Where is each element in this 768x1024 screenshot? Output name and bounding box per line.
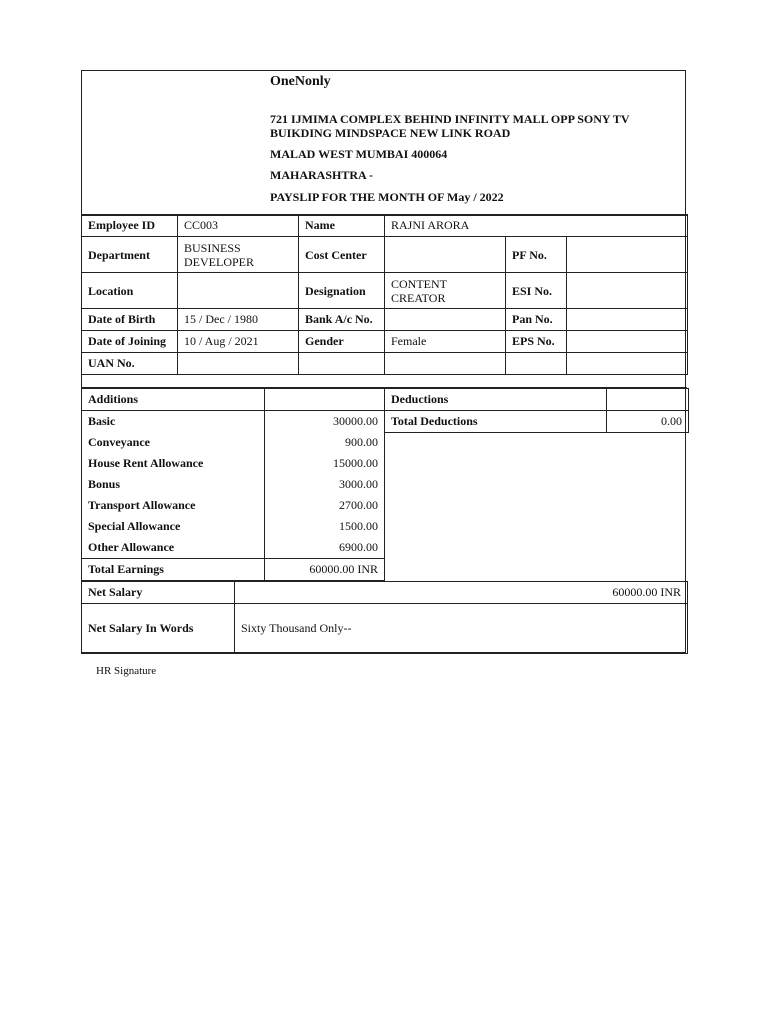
info-row — [82, 215, 688, 237]
addition-label: Other Allowance — [82, 537, 265, 559]
net-salary-amount: 60000.00 INR — [235, 582, 688, 604]
addition-amount: 15000.00 — [265, 453, 385, 474]
company-name: OneNonly — [270, 74, 331, 89]
bank-ac-label: Bank A/c No. — [299, 309, 385, 331]
bank-ac-value — [385, 309, 506, 331]
info-row — [82, 237, 688, 273]
location-label: Location — [82, 273, 178, 309]
location-value — [178, 273, 299, 309]
addition-label: Bonus — [82, 474, 265, 495]
deductions-header-row — [385, 389, 689, 411]
net-salary-words-value: Sixty Thousand Only-- — [235, 604, 688, 654]
addition-row — [82, 495, 385, 516]
cost-center-value — [385, 237, 506, 273]
addition-row — [82, 474, 385, 495]
addition-amount: 2700.00 — [265, 495, 385, 516]
employee-id-value: CC003 — [178, 215, 299, 237]
total-earnings-label: Total Earnings — [82, 559, 265, 581]
total-deductions-label: Total Deductions — [385, 411, 607, 433]
total-deductions-amount: 0.00 — [607, 411, 689, 433]
addition-amount: 6900.00 — [265, 537, 385, 559]
addition-label: Transport Allowance — [82, 495, 265, 516]
employee-info-table — [81, 214, 688, 375]
company-address-line1: 721 IJMIMA COMPLEX BEHIND INFINITY MALL OPP SONY TV — [270, 112, 630, 126]
pf-no-value — [567, 237, 688, 273]
addition-row — [82, 453, 385, 474]
addition-label: Special Allowance — [82, 516, 265, 537]
spacer-row — [82, 376, 687, 388]
addition-label: Basic — [82, 411, 265, 433]
empty-cell — [567, 353, 688, 375]
department-value-line1: BUSINESS — [184, 240, 241, 255]
name-label: Name — [299, 215, 385, 237]
pan-no-value — [567, 309, 688, 331]
esi-no-label: ESI No. — [506, 273, 567, 309]
deductions-header: Deductions — [385, 389, 607, 411]
cost-center-label: Cost Center — [299, 237, 385, 273]
net-salary-label: Net Salary — [82, 582, 235, 604]
additions-table — [81, 388, 385, 581]
additions-header: Additions — [82, 389, 265, 411]
hr-signature-label: HR Signature — [96, 665, 157, 677]
empty-cell — [299, 353, 385, 375]
esi-no-value — [567, 273, 688, 309]
payslip-title: PAYSLIP FOR THE MONTH OF May / 2022 — [270, 190, 504, 204]
addition-amount: 900.00 — [265, 432, 385, 453]
total-earnings-row — [82, 559, 385, 581]
net-salary-words-label: Net Salary In Words — [82, 604, 235, 654]
addition-row — [82, 537, 385, 559]
net-salary-words-row — [82, 604, 688, 654]
company-address-line2: BUIKDING MINDSPACE NEW LINK ROAD — [270, 126, 511, 140]
doj-value: 10 / Aug / 2021 — [178, 331, 299, 353]
empty-cell — [506, 353, 567, 375]
name-value: RAJNI ARORA — [385, 215, 688, 237]
department-value-line2: DEVELOPER — [184, 254, 254, 269]
info-row — [82, 353, 688, 375]
additions-header-row — [82, 389, 385, 411]
dob-value: 15 / Dec / 1980 — [178, 309, 299, 331]
employee-id-label: Employee ID — [82, 215, 178, 237]
pf-no-label: PF No. — [506, 237, 567, 273]
info-row — [82, 331, 688, 353]
department-value — [178, 237, 299, 273]
empty-cell — [385, 353, 506, 375]
designation-value — [385, 273, 506, 309]
designation-value-line1: CONTENT — [391, 276, 447, 291]
deductions-table — [384, 388, 689, 433]
info-row — [82, 309, 688, 331]
net-salary-table — [81, 581, 688, 654]
addition-amount: 1500.00 — [265, 516, 385, 537]
gender-label: Gender — [299, 331, 385, 353]
dob-label: Date of Birth — [82, 309, 178, 331]
eps-no-value — [567, 331, 688, 353]
addition-label: House Rent Allowance — [82, 453, 265, 474]
total-earnings-amount: 60000.00 INR — [265, 559, 385, 581]
designation-label: Designation — [299, 273, 385, 309]
net-salary-row — [82, 582, 688, 604]
addition-row — [82, 432, 385, 453]
total-deductions-row — [385, 411, 689, 433]
company-address-line4: MAHARASHTRA - — [270, 168, 374, 182]
pan-no-label: Pan No. — [506, 309, 567, 331]
addition-row — [82, 411, 385, 433]
info-row — [82, 273, 688, 309]
payslip-header — [82, 71, 687, 216]
empty-cell — [265, 389, 385, 411]
department-label: Department — [82, 237, 178, 273]
addition-row — [82, 516, 385, 537]
empty-cell — [607, 389, 689, 411]
uan-no-value — [178, 353, 299, 375]
uan-no-label: UAN No. — [82, 353, 178, 375]
eps-no-label: EPS No. — [506, 331, 567, 353]
company-address-line3: MALAD WEST MUMBAI 400064 — [270, 147, 448, 161]
payslip — [81, 70, 686, 653]
designation-value-line2: CREATOR — [391, 290, 446, 305]
addition-amount: 30000.00 — [265, 411, 385, 433]
doj-label: Date of Joining — [82, 331, 178, 353]
addition-amount: 3000.00 — [265, 474, 385, 495]
gender-value: Female — [385, 331, 506, 353]
addition-label: Conveyance — [82, 432, 265, 453]
